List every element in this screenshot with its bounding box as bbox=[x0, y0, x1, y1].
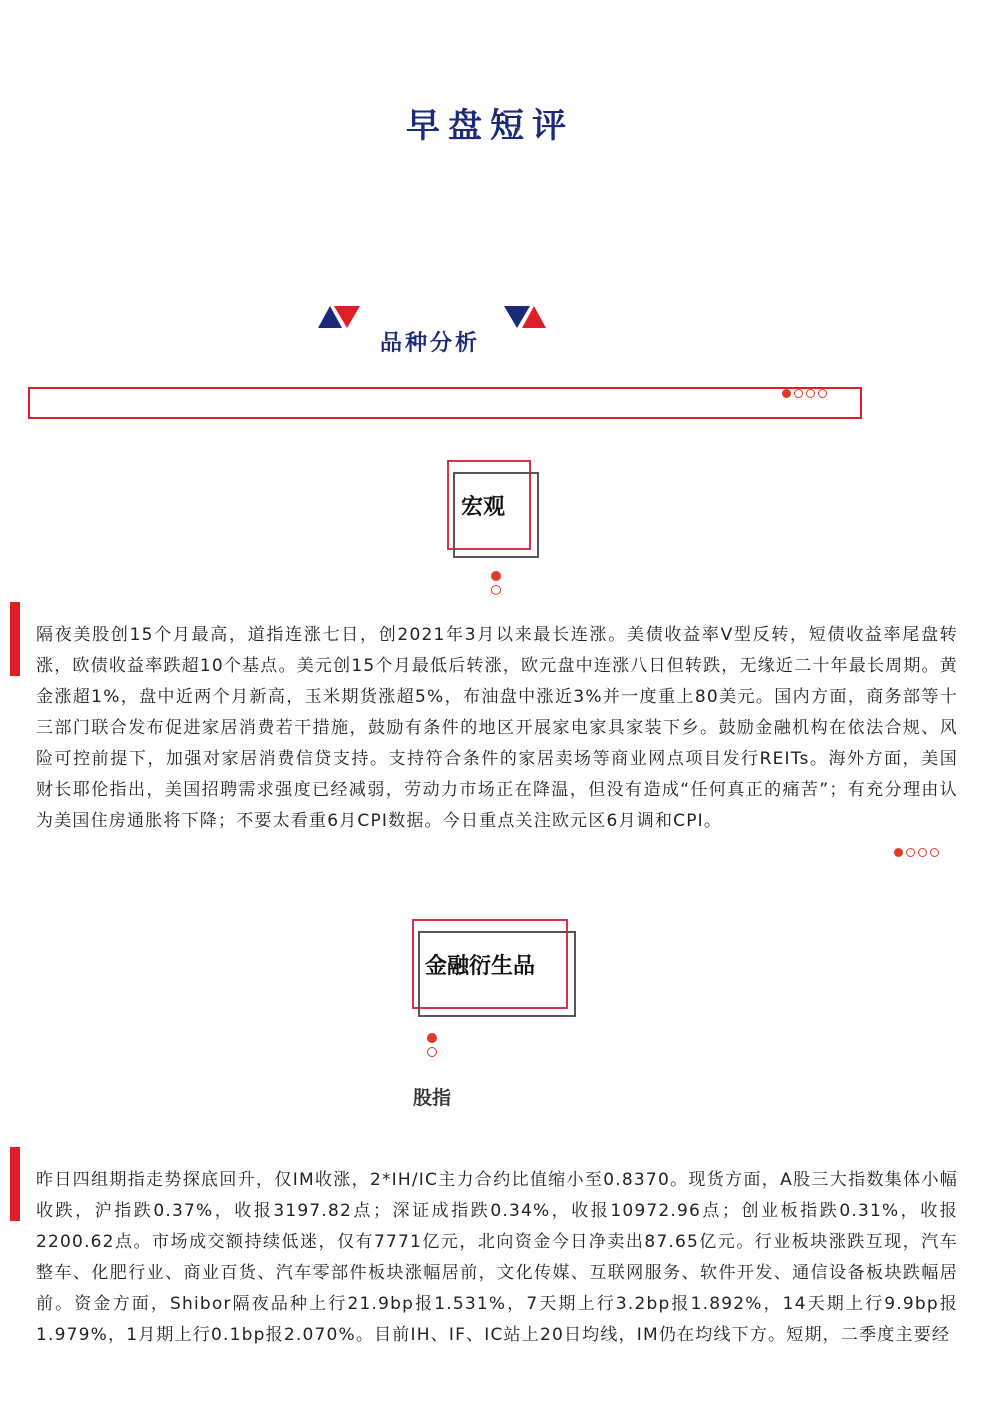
connector-dots-icon bbox=[427, 1033, 437, 1057]
section-divider-frame bbox=[28, 387, 862, 419]
connector-dots-icon bbox=[491, 571, 501, 595]
derivatives-label: 金融衍生品 bbox=[425, 954, 536, 979]
derivatives-paragraph: 昨日四组期指走势探底回升，仅IM收涨，2*IH/IC主力合约比值缩小至0.8370。现货方面，A股三大指数集体小幅收跌，沪指跌0.37%，收报3197.82点；深证成指跌0.34%，收报10972.96点；创业板指跌0.31%，收报2200.62点。市场成交额持续低迷，仅有7771亿元，北向资金今日净卖出87.65亿元。行业板块涨跌互现，汽车整车、化肥行业、商业百货、汽车零部件板块涨幅居前，文化传媒、互联网服务、软件开发、通信设备板块跌幅居前。资金方面，Shibor隔夜品种上行21.9bp报1.531%，7天期上行3.2bp报1.892%，14天期上行9.9bp报1.979%，1月期上行0.1bp报2.070%。目前IH、IF、IC站上20日均线，IM仍在均线下方。短期，二季度主要经 bbox=[36, 1170, 958, 1345]
paragraph-marker bbox=[10, 1147, 20, 1221]
triangle-right-red-icon bbox=[522, 306, 546, 328]
section-title: 品种分析 bbox=[380, 331, 481, 356]
macro-label-box bbox=[447, 460, 542, 560]
paragraph-marker bbox=[10, 602, 20, 676]
macro-label: 宏观 bbox=[461, 495, 506, 520]
derivatives-label-box bbox=[412, 919, 577, 1019]
dots-indicator-icon bbox=[894, 848, 939, 857]
page-title: 早盘短评 bbox=[406, 106, 574, 146]
sub-heading: 股指 bbox=[413, 1087, 452, 1109]
macro-paragraph: 隔夜美股创15个月最高，道指连涨七日，创2021年3月以来最长连涨。美债收益率V型反转，短债收益率尾盘转涨，欧债收益率跌超10个基点。美元创15个月最低后转涨，欧元盘中连涨八日但转跌，无缘近二十年最长周期。黄金涨超1%，盘中近两个月新高，玉米期货涨超5%，布油盘中涨近3%并一度重上80美元。国内方面，商务部等十三部门联合发布促进家居消费若干措施，鼓励有条件的地区开展家电家具家装下乡。鼓励金融机构在依法合规、风险可控前提下，加强对家居消费信贷支持。支持符合条件的家居卖场等商业网点项目发行REITs。海外方面，美国财长耶伦指出，美国招聘需求强度已经减弱，劳动力市场正在降温，但没有造成“任何真正的痛苦”；有充分理由认为美国住房通胀将下降；不要太看重6月CPI数据。今日重点关注欧元区6月调和CPI。 bbox=[36, 625, 958, 831]
triangle-left-red-icon bbox=[334, 306, 360, 328]
dots-indicator-icon bbox=[782, 389, 827, 398]
